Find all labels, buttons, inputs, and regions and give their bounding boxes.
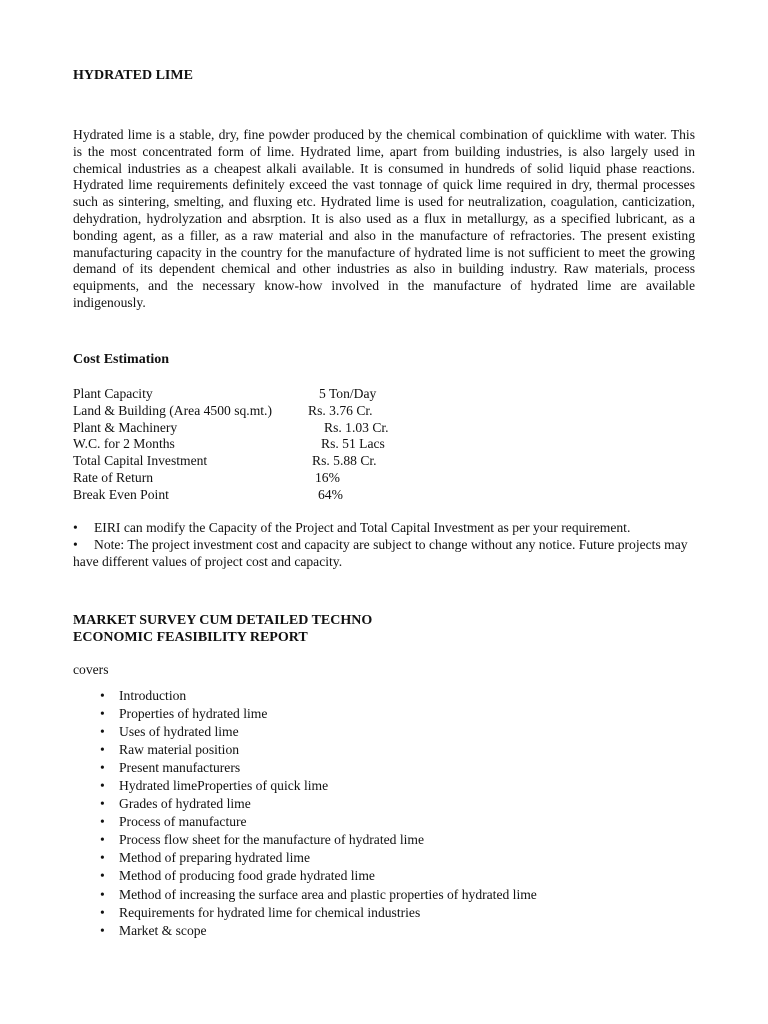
cost-estimation-heading: Cost Estimation bbox=[73, 352, 170, 367]
list-item-text: Present manufacturers bbox=[119, 760, 241, 776]
bullet-icon: • bbox=[73, 536, 78, 552]
list-item bbox=[100, 813, 537, 831]
cost-label: Rate of Return bbox=[73, 469, 154, 485]
list-item-text: Properties of hydrated lime bbox=[119, 706, 268, 722]
cost-label: Plant Capacity bbox=[73, 386, 153, 401]
cost-label: Break Even Point bbox=[73, 486, 169, 502]
note-text: Note: The project investment cost and capacity are subject to change without any notice. Future projects may have different values of project cost and capacity. bbox=[73, 536, 688, 569]
bullet-icon: • bbox=[100, 742, 105, 758]
note-item bbox=[73, 520, 695, 537]
list-item bbox=[100, 922, 537, 940]
list-item bbox=[100, 723, 537, 741]
bullet-icon: • bbox=[100, 688, 105, 703]
report-heading-line: ECONOMIC FEASIBILITY REPORT bbox=[73, 630, 308, 645]
list-item bbox=[100, 831, 537, 849]
cost-value: Rs. 3.76 Cr. bbox=[308, 402, 373, 418]
cost-label: Total Capital Investment bbox=[73, 453, 208, 469]
bullet-icon: • bbox=[100, 922, 105, 938]
list-item bbox=[100, 849, 537, 867]
list-item-text: Market & scope bbox=[119, 922, 207, 938]
note-item bbox=[73, 537, 695, 571]
list-item-text: Method of preparing hydrated lime bbox=[119, 850, 311, 866]
list-item bbox=[100, 777, 537, 795]
list-item-text: Hydrated limeProperties of quick lime bbox=[119, 778, 329, 794]
cost-value: 16% bbox=[315, 469, 340, 485]
bullet-icon: • bbox=[100, 814, 105, 830]
list-item bbox=[100, 687, 537, 705]
bullet-icon: • bbox=[100, 832, 105, 848]
list-item-text: Process flow sheet for the manufacture of hydrated lime bbox=[119, 832, 424, 848]
contents-list bbox=[100, 687, 537, 940]
bullet-icon: • bbox=[100, 796, 105, 812]
cost-value: Rs. 51 Lacs bbox=[321, 436, 385, 452]
list-item bbox=[100, 867, 537, 885]
list-item bbox=[100, 886, 537, 904]
note-text: EIRI can modify the Capacity of the Project and Total Capital Investment as per your requirement. bbox=[94, 520, 631, 535]
cost-label: Plant & Machinery bbox=[73, 419, 178, 435]
cost-value: Rs. 1.03 Cr. bbox=[324, 419, 389, 435]
notes-list bbox=[73, 520, 695, 570]
list-item-text: Method of producing food grade hydrated lime bbox=[119, 868, 375, 884]
bullet-icon: • bbox=[100, 778, 105, 794]
cost-value: Rs. 5.88 Cr. bbox=[312, 453, 377, 469]
list-item-text: Method of increasing the surface area and plastic properties of hydrated lime bbox=[119, 886, 537, 902]
list-item bbox=[100, 759, 537, 777]
list-item-text: Process of manufacture bbox=[119, 814, 247, 830]
cost-value: 5 Ton/Day bbox=[319, 386, 377, 401]
list-item-text: Grades of hydrated lime bbox=[119, 796, 251, 812]
bullet-icon: • bbox=[100, 760, 105, 776]
list-item-text: Requirements for hydrated lime for chemical industries bbox=[119, 904, 421, 920]
list-item-text: Raw material position bbox=[119, 742, 240, 758]
bullet-icon: • bbox=[73, 520, 78, 535]
covers-label: covers bbox=[73, 662, 109, 677]
bullet-icon: • bbox=[100, 706, 105, 722]
list-item bbox=[100, 705, 537, 723]
bullet-icon: • bbox=[100, 868, 105, 884]
list-item bbox=[100, 795, 537, 813]
cost-label: W.C. for 2 Months bbox=[73, 436, 175, 452]
intro-paragraph: Hydrated lime is a stable, dry, fine powder produced by the chemical combination of quicklime with water. This is the most concentrated form of lime. Hydrated lime, apart from building industries, is also largely used in chemical industries as a cheapest alkali available. It is consumed in hundreds of solid liquid phase reactions. Hydrated lime requirements definitely exceed the vast tonnage of quick lime required in dry, thermal processes such as sintering, smelting, and fluxing etc. Hydrated lime is used for neutralization, coagulation, canticization, dehydration, hydrolyzation and absrption. It is also used as a flux in metallurgy, as a specified lubricant, as a bonding agent, as a filler, as a raw material and also in the manufacture of refractories. The present existing manufacturing capacity in the country for the manufacture of hydrated lime is not sufficient to meet the growing demand of its dependent chemical and other industries as also in building industry. Raw materials, process equipments, and the necessary know-how involved in the manufacture of hydrated lime are available indigenously. bbox=[73, 127, 695, 310]
list-item bbox=[100, 904, 537, 922]
list-item-text: Introduction bbox=[119, 688, 187, 703]
cost-value: 64% bbox=[318, 486, 343, 502]
report-heading bbox=[73, 612, 372, 646]
bullet-icon: • bbox=[100, 724, 105, 740]
bullet-icon: • bbox=[100, 850, 105, 866]
bullet-icon: • bbox=[100, 904, 105, 920]
bullet-icon: • bbox=[100, 886, 105, 902]
list-item-text: Uses of hydrated lime bbox=[119, 724, 239, 740]
document-title: HYDRATED LIME bbox=[73, 68, 193, 83]
list-item bbox=[100, 741, 537, 759]
cost-label: Land & Building (Area 4500 sq.mt.) bbox=[73, 402, 272, 418]
report-heading-line: MARKET SURVEY CUM DETAILED TECHNO bbox=[73, 613, 373, 628]
